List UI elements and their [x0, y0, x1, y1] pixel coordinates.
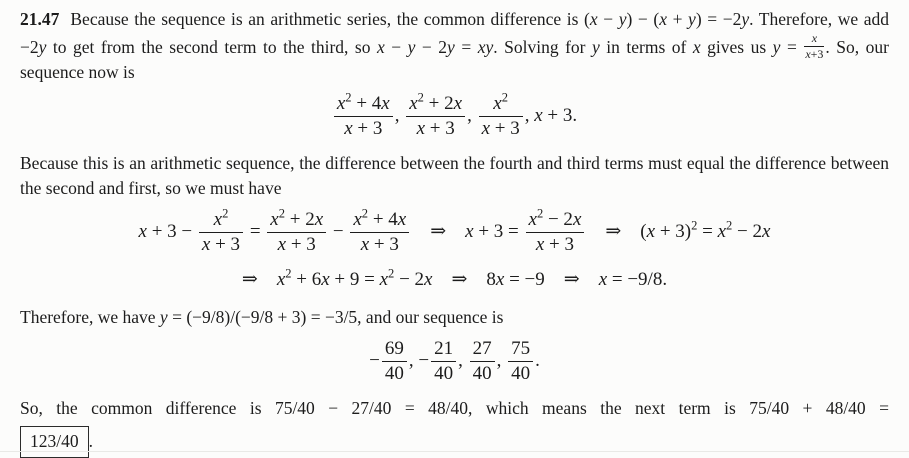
fraction: $\frac{x^2}{x + 3}$ [479, 94, 523, 139]
paragraph-intro-text: Because the sequence is an arithmetic series, the common difference is (x − y) − (x + y) = −2y. Therefore, we add −2y to get from the second term to the third, so x − y − 2y = xy. Solving for y in terms of x gives us y = $\frac{x}{x+3}$ . So, our sequence now is [20, 9, 889, 83]
equation-numeric-sequence: − $\frac{69}{40}$ , − $\frac{21}{40}$ , $\frac{27}{40}$ , $\frac{75}{40}$ . [369, 337, 540, 384]
fraction: $\frac{21}{40}$ [431, 339, 456, 384]
fraction: $\frac{75}{40}$ [508, 339, 533, 384]
fraction: $\frac{x^2 + 4x}{x + 3}$ [350, 210, 409, 255]
paragraph-arithmetic-condition: Because this is an arithmetic sequence, the difference between the fourth and third terms must equal the difference between the second and first, so we must have [20, 153, 889, 199]
paragraph-intro [20, 7, 889, 85]
final-answer-box [20, 426, 89, 458]
fraction: $\frac{x^2 - 2x}{x + 3}$ [526, 210, 585, 255]
fraction: $\frac{69}{40}$ [382, 339, 407, 384]
fraction: $\frac{x^2 + 2x}{x + 3}$ [267, 210, 326, 255]
final-answer: 123/40 [30, 430, 79, 451]
paragraph-conclusion: So, the common difference is 75/40 − 27/40 = 48/40, which means the next term is 75/40 + 48/40 = [20, 397, 889, 418]
fraction: $\frac{x^2}{x + 3}$ [199, 210, 243, 255]
equation-sequence-in-x: $\frac{x^2 + 4x}{x + 3}$ , $\frac{x^2 + 2x}{x + 3}$ , $\frac{x^2}{x + 3}$ , x + 3. [20, 94, 889, 139]
equation-derivation-row1: x + 3 − $\frac{x^2}{x + 3}$ = $\frac{x^2 + 2x}{x + 3}$ − $\frac{x^2 + 4x}{x + 3}$ ⇒ x + 3 = $\frac{x^2 - 2x}{x + 3}$ ⇒ $(x + 3)^2 = x^2 - 2x$ [138, 206, 771, 255]
problem-number: 21.47 [20, 9, 60, 29]
fraction: $\frac{27}{40}$ [470, 339, 495, 384]
fraction: $\frac{x}{x+3}$ [805, 31, 824, 61]
paragraph-solve-y: Therefore, we have y = (−9/8)/(−9/8 + 3) = −3/5, and our sequence is [20, 306, 504, 327]
fraction: $\frac{x^2 + 2x}{x + 3}$ [406, 94, 465, 139]
answer-period: . [88, 430, 93, 451]
fraction: $\frac{x^2 + 4x}{x + 3}$ [334, 94, 393, 139]
answer-line [20, 426, 889, 458]
equation-derivation-row2: ⇒ $x^2 + 6x + 9 = x^2 - 2x$ ⇒ 8x = −9 ⇒ x = −9/8. [241, 266, 668, 290]
